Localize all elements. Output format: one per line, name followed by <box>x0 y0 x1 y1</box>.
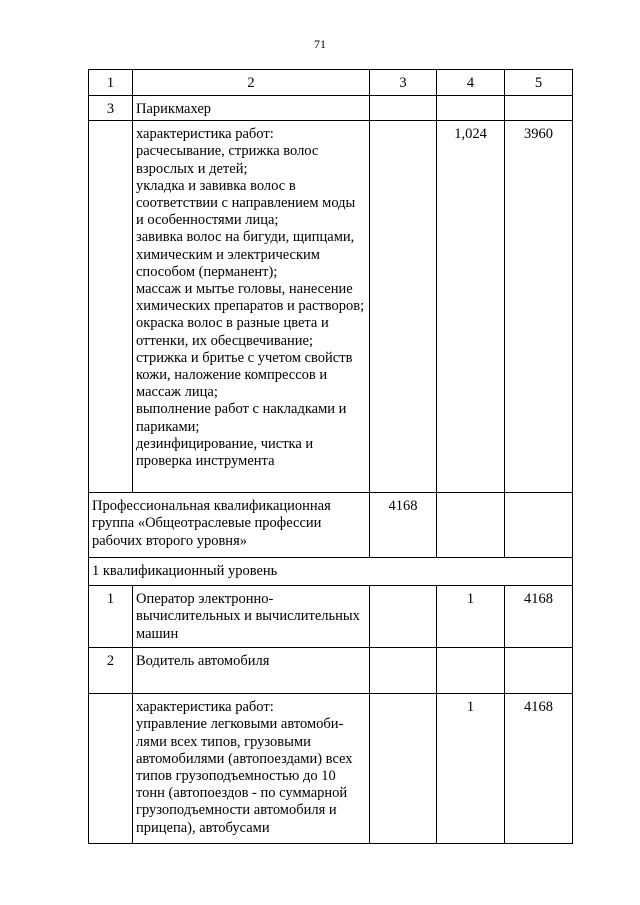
header-cell-4: 4 <box>437 70 505 96</box>
row-number: 3 <box>89 96 133 121</box>
empty-cell <box>370 648 437 694</box>
empty-cell <box>505 648 573 694</box>
profession-name: Водитель автомобиля <box>133 648 370 694</box>
salary-value: 4168 <box>505 586 573 648</box>
table-row <box>89 694 573 844</box>
header-cell-1: 1 <box>89 70 133 96</box>
table-row <box>89 648 573 694</box>
qualification-level: 1 квалификационный уровень <box>89 558 573 586</box>
coefficient-value: 1,024 <box>437 121 505 493</box>
table-row <box>89 558 573 586</box>
salary-value: 3960 <box>505 121 573 493</box>
header-cell-5: 5 <box>505 70 573 96</box>
header-cell-2: 2 <box>133 70 370 96</box>
base-salary-value: 4168 <box>370 493 437 558</box>
profession-name: Парикмахер <box>133 96 370 121</box>
qualification-group: Профессиональная квалификационная группа «Общеотраслевые профессии рабочих второго уровня» <box>89 493 370 558</box>
table-row <box>89 121 573 493</box>
empty-cell <box>370 121 437 493</box>
work-characteristics: характеристика работ: управление легковыми автомоби-лями всех типов, грузовыми автомобилями (автопоездами) всех типов грузоподъемностью до 10 тонн (автопоездов - по суммарной грузоподъемности автомобиля и прицепа), автобусами <box>133 694 370 844</box>
salary-value: 4168 <box>505 694 573 844</box>
empty-cell <box>370 586 437 648</box>
document-table <box>88 69 573 844</box>
empty-cell <box>89 694 133 844</box>
coefficient-value: 1 <box>437 694 505 844</box>
header-cell-3: 3 <box>370 70 437 96</box>
coefficient-value: 1 <box>437 586 505 648</box>
table-row <box>89 586 573 648</box>
table-row <box>89 493 573 558</box>
empty-cell <box>437 493 505 558</box>
profession-name: Оператор электронно-вычислительных и вычислительных машин <box>133 586 370 648</box>
empty-cell <box>437 96 505 121</box>
empty-cell <box>370 96 437 121</box>
row-number: 2 <box>89 648 133 694</box>
empty-cell <box>89 121 133 493</box>
table-header-row <box>89 70 573 96</box>
empty-cell <box>370 694 437 844</box>
page-number: 71 <box>314 37 326 51</box>
empty-cell <box>437 648 505 694</box>
empty-cell <box>505 493 573 558</box>
work-characteristics: характеристика работ: расчесывание, стрижка волос взрослых и детей; укладка и завивка волос в соответствии с направлением моды и особенностями лица; завивка волос на бигуди, щипцами, химическим и электрическим способом (перманент); массаж и мытье головы, нанесение химических препаратов и растворов; окраска волос в разные цвета и оттенки, их обесцвечивание; стрижка и бритье с учетом свойств кожи, наложение компрессов и массаж лица; выполнение работ с накладками и париками; дезинфицирование, чистка и проверка инструмента <box>133 121 370 493</box>
empty-cell <box>505 96 573 121</box>
table-row <box>89 96 573 121</box>
row-number: 1 <box>89 586 133 648</box>
